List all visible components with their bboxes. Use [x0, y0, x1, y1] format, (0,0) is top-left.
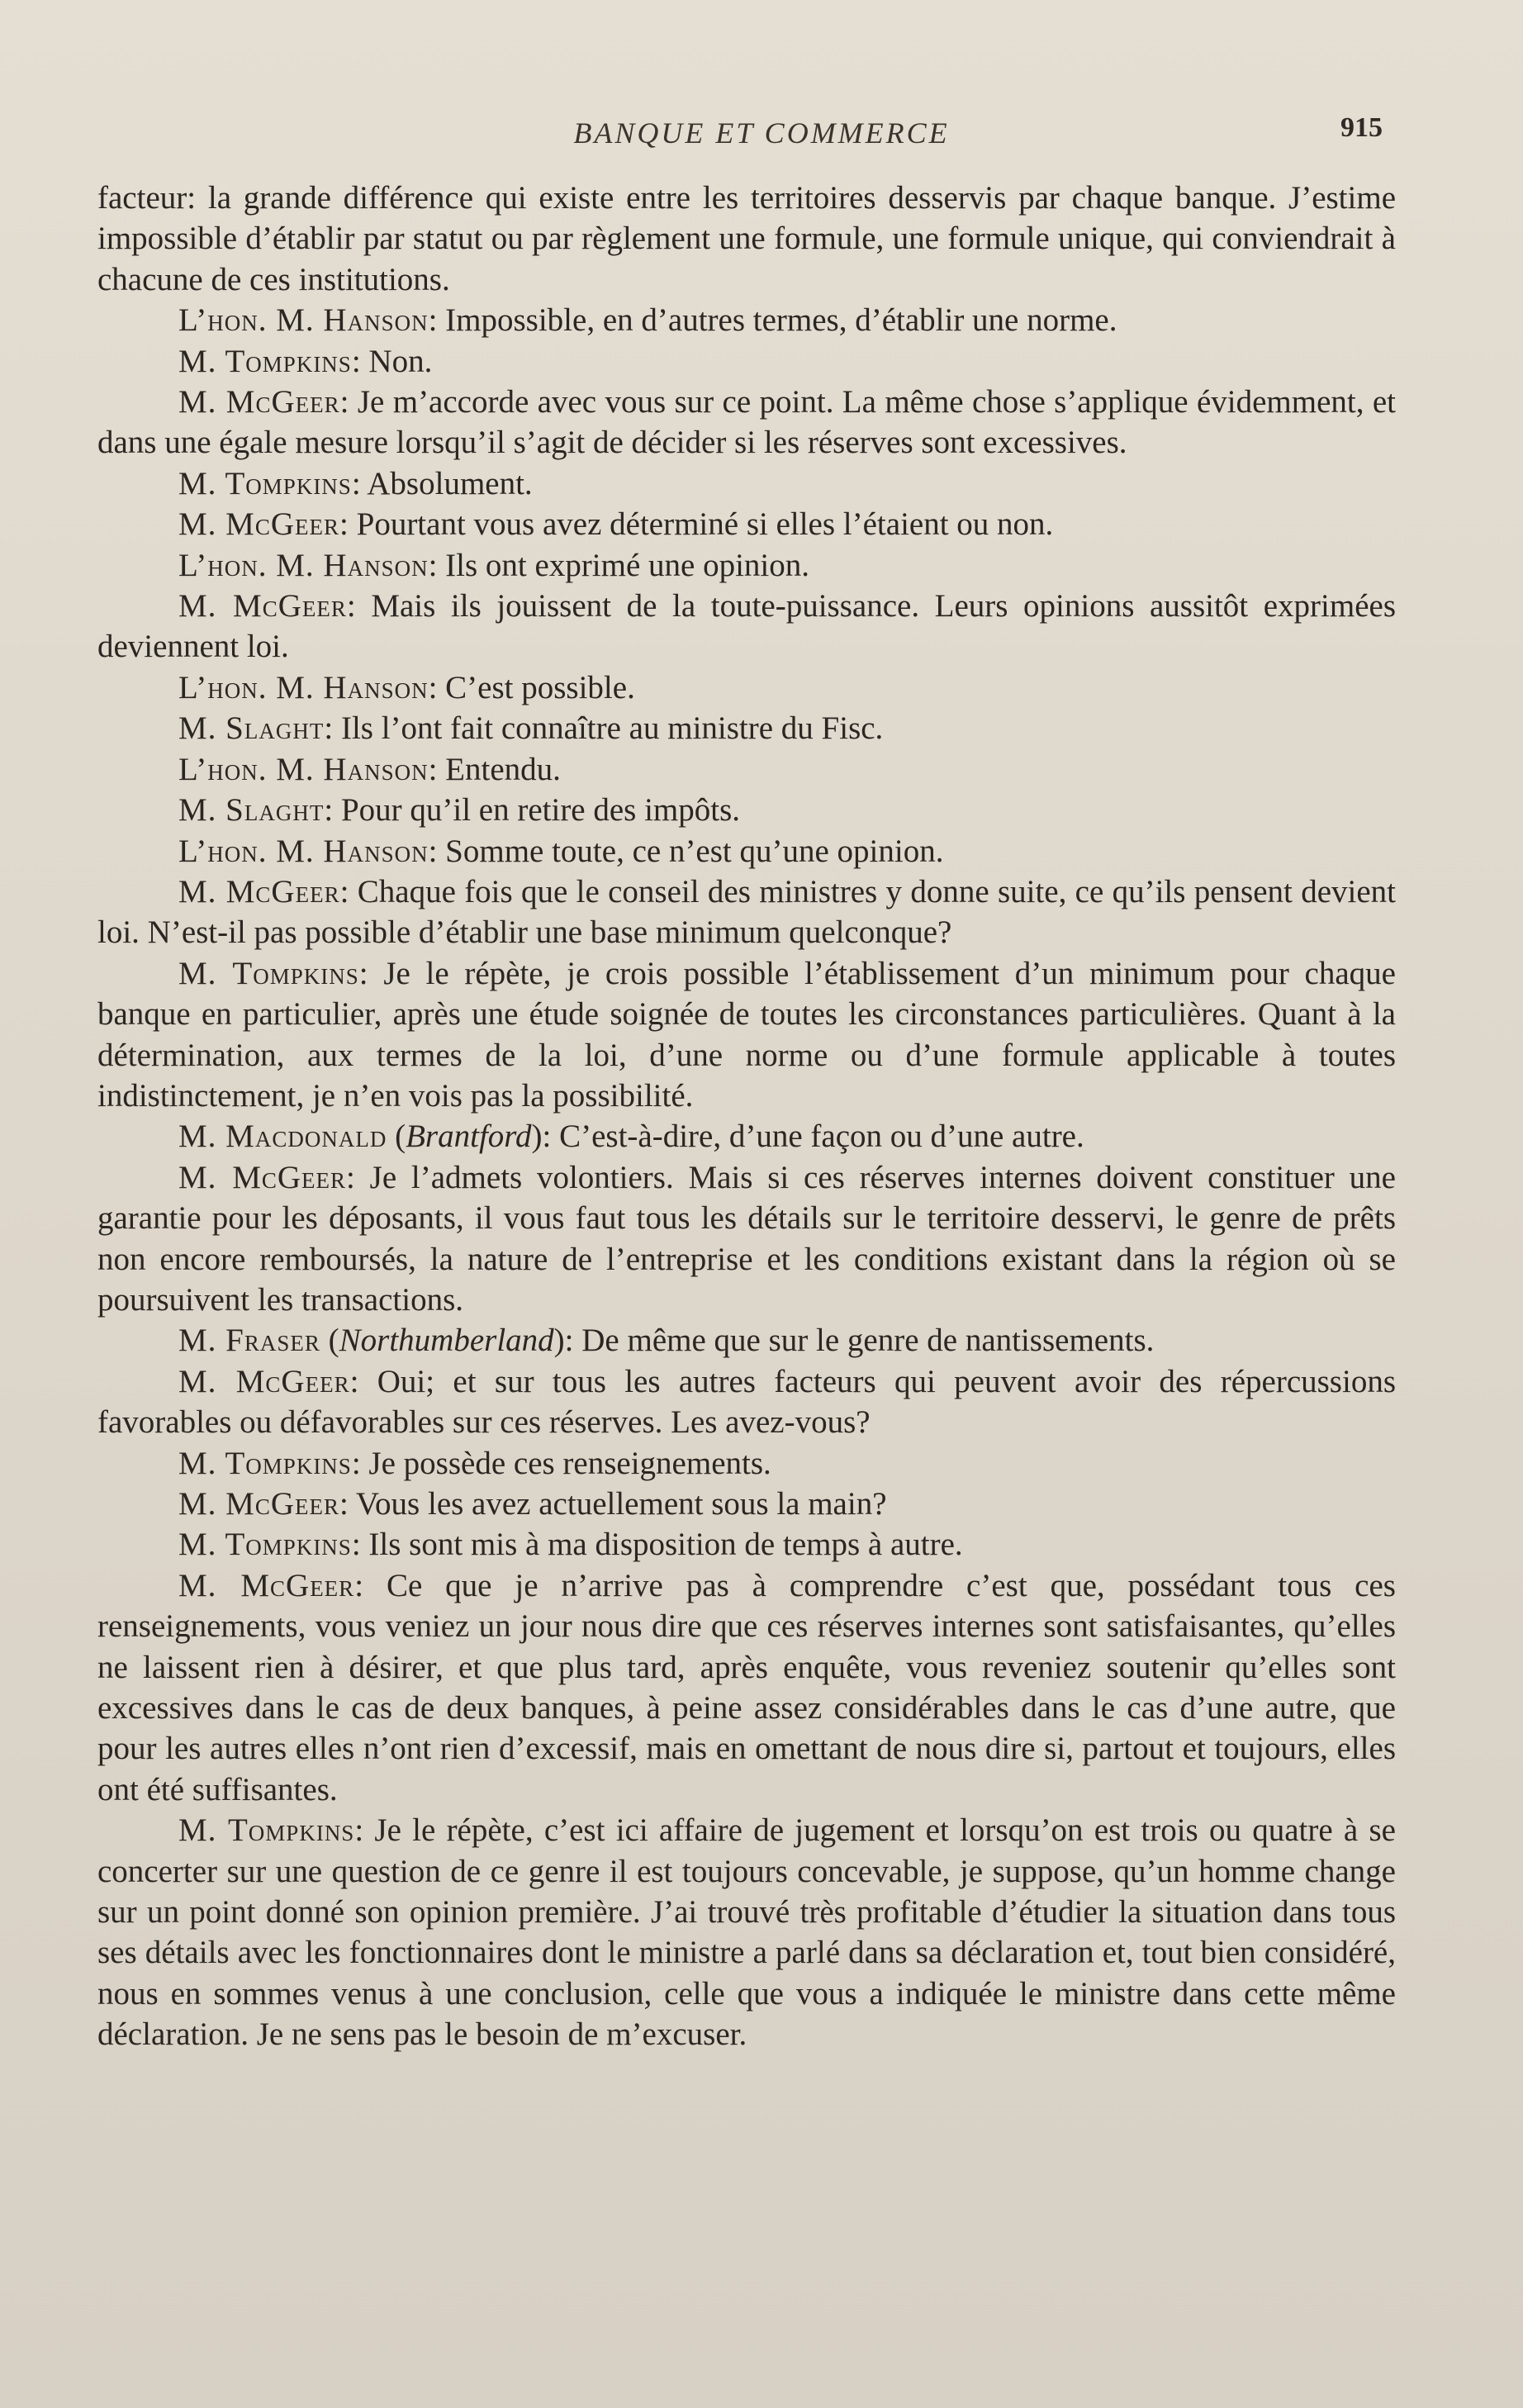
speaker-name: M. McGeer — [178, 1159, 347, 1195]
speaker-name: M. Tompkins — [178, 955, 359, 991]
paragraph-text: Je m’accorde avec vous sur ce point. La même chose s’applique évidemment, et dans une égale mesure lorsqu’il s’agit de décider si les réserves sont excessives. — [97, 384, 1397, 461]
speaker-name: M. Slaght — [178, 792, 325, 829]
paragraph: M. Tompkins: Je le répète, je crois possible l’établissement d’un minimum pour chaque banque en particulier, après une étude soignée de toutes les circonstances particulières. Quant à la détermination, aux termes de la loi, d’une norme ou d’une formule applicable à toutes indistinctement, je n’en vois pas la possibilité. — [97, 955, 1396, 1114]
paragraph-text: Absolument. — [367, 465, 533, 501]
speaker-name: M. McGeer — [178, 506, 340, 543]
paragraph: M. McGeer: Vous les avez actuellement sous la main? — [178, 1486, 887, 1522]
paragraph: M. Tompkins: Je possède ces renseignements. — [178, 1445, 771, 1481]
running-header — [0, 112, 1523, 157]
speaker-name: M. McGeer — [178, 1567, 355, 1603]
paragraph-text: Ils l’ont fait connaître au ministre du Fisc. — [340, 710, 884, 747]
paragraph: M. McGeer: Ce que je n’arrive pas à comprendre c’est que, possédant tous ces renseignements, vous veniez un jour nous dire que ces réserves internes sont satisfaisantes, qu’elles ne laissent rien à désirer, et que plus tard, après enquête, vous reveniez soutenir qu’elles sont excessives dans le cas de deux banques, à peine assez considérables dans le cas d’une autre, que pour les autres elles n’ont rien d’excessif, mais en omettant de nous dire si, partout et toujours, elles ont été suffisantes. — [97, 1567, 1396, 1807]
paragraph: L’hon. M. Hanson: Impossible, en d’autres termes, d’établir une norme. — [178, 302, 1117, 339]
paragraph-text: Oui; et sur tous les autres facteurs qui peuvent avoir des répercussions favorables ou défavorables sur ces réserves. Les avez-vous? — [97, 1363, 1396, 1441]
paragraph-text: Entendu. — [445, 751, 561, 787]
speaker-name: M. McGeer — [178, 873, 340, 910]
speaker-name: M. Tompkins — [178, 1527, 352, 1563]
paragraph: M. McGeer: Chaque fois que le conseil des ministres y donne suite, ce qu’ils pensent devient loi. N’est-il pas possible d’établir une base minimum quelconque? — [97, 873, 1396, 951]
speaker-name: M. Slaght — [178, 710, 325, 747]
speaker-name: M. McGeer — [178, 384, 340, 420]
paragraph: M. McGeer: Oui; et sur tous les autres facteurs qui peuvent avoir des répercussions favorables ou défavorables sur ces réserves. Les avez-vous? — [97, 1363, 1396, 1441]
speaker-name: M. Tompkins — [178, 343, 352, 379]
paragraph: L’hon. M. Hanson: C’est possible. — [178, 669, 635, 705]
paragraph-text: Ce que je n’arrive pas à comprendre c’est que, possédant tous ces renseignements, vous veniez un jour nous dire que ces réserves internes sont satisfaisantes, qu’elles ne laissent rien à désirer, et que plus tard, après enquête, vous reveniez soutenir qu’elles sont excessives dans le cas de deux banques, à peine assez considérables dans le cas d’une autre, que pour les autres elles n’ont rien d’excessif, mais en omettant de nous dire si, partout et toujours, elles ont été suffisantes. — [97, 1567, 1396, 1807]
speaker-name: L’hon. M. Hanson — [178, 547, 429, 583]
paragraph — [97, 178, 1396, 300]
speaker-name: M. Fraser — [178, 1323, 320, 1359]
paragraph: M. McGeer: Pourtant vous avez déterminé si elles l’étaient ou non. — [178, 506, 1054, 543]
paragraph: M. McGeer: Je m’accorde avec vous sur ce point. La même chose s’applique évidemment, et dans une égale mesure lorsqu’il s’agit de décider si les réserves sont excessives. — [97, 384, 1397, 461]
paragraph-text: Ils ont exprimé une opinion. — [445, 547, 810, 583]
paragraph: L’hon. M. Hanson: Ils ont exprimé une opinion. — [178, 547, 810, 583]
paragraph-text: Je le répète, je crois possible l’établissement d’un minimum pour chaque banque en particulier, après une étude soignée de toutes les circonstances particulières. Quant à la détermination, aux termes de la loi, d’une norme ou d’une formule applicable à toutes indistinctement, je n’en vois pas la possibilité. — [97, 955, 1396, 1114]
paragraph: L’hon. M. Hanson: Entendu. — [178, 751, 561, 787]
paragraph-text: Vous les avez actuellement sous la main? — [355, 1486, 887, 1522]
paragraph-text: Je possède ces renseignements. — [368, 1445, 771, 1481]
paragraph: M. Tompkins: Je le répète, c’est ici affaire de jugement et lorsqu’on est trois ou quatre à se concerter sur une question de ce genre il est toujours concevable, je suppose, qu’un homme change sur un point donné son opinion première. J’ai trouvé très profitable d’étudier la situation dans tous ses détails avec les fonctionnaires dont le ministre a parlé dans sa déclaration et, tout bien considéré, nous en sommes venus à une conclusion, celle que vous a indiquée le ministre dans cette même déclaration. Je ne sens pas le besoin de m’excuser. — [97, 1812, 1396, 2053]
speaker-name: M. McGeer — [178, 1363, 350, 1399]
running-title: BANQUE ET COMMERCE — [573, 116, 950, 150]
speaker-name: M. Tompkins — [178, 1812, 355, 1849]
paragraph: M. Macdonald (Brantford): C’est-à-dire, d’une façon ou d’une autre. — [178, 1119, 1084, 1155]
riding-name: Brantford — [406, 1119, 532, 1155]
paragraph-text: De même que sur le genre de nantissements. — [581, 1323, 1155, 1359]
paragraph: M. Tompkins: Absolument. — [178, 465, 533, 501]
paragraph-text: Chaque fois que le conseil des ministres y donne suite, ce qu’ils pensent devient loi. N’est-il pas possible d’établir une base minimum quelconque? — [97, 873, 1396, 951]
speaker-name: M. Macdonald — [178, 1119, 387, 1155]
paragraph: M. Tompkins: Non. — [178, 343, 433, 379]
paragraph: M. Slaght: Ils l’ont fait connaître au ministre du Fisc. — [178, 710, 884, 747]
paragraph-text: Je le répète, c’est ici affaire de jugement et lorsqu’on est trois ou quatre à se concerter sur une question de ce genre il est toujours concevable, je suppose, qu’un homme change sur un point donné son opinion première. J’ai trouvé très profitable d’étudier la situation dans tous ses détails avec les fonctionnaires dont le ministre a parlé dans sa déclaration et, tout bien considéré, nous en sommes venus à une conclusion, celle que vous a indiquée le ministre dans cette même déclaration. Je ne sens pas le besoin de m’excuser. — [97, 1812, 1396, 2053]
paragraph-text: Pour qu’il en retire des impôts. — [340, 792, 741, 829]
paragraph-text: Pourtant vous avez déterminé si elles l’étaient ou non. — [356, 506, 1054, 543]
paragraph-text: Ils sont mis à ma disposition de temps à autre. — [368, 1527, 963, 1563]
speaker-name: L’hon. M. Hanson — [178, 302, 429, 339]
speaker-name: M. Tompkins — [178, 465, 352, 501]
paragraph-text: facteur: la grande différence qui existe entre les territoires desservis par chaque banque. J’estime impossible d’établir par statut ou par règlement une formule, une formule unique, qui conviendrait à chacune de ces institutions. — [97, 180, 1396, 297]
paragraph-text: Impossible, en d’autres termes, d’établir une norme. — [445, 302, 1117, 339]
speaker-name: L’hon. M. Hanson — [178, 833, 429, 869]
speaker-name: M. McGeer — [178, 588, 347, 625]
speaker-name: M. Tompkins — [178, 1445, 352, 1481]
paragraph-text: Mais ils jouissent de la toute-puissance. Leurs opinions aussitôt exprimées deviennent loi. — [97, 588, 1397, 665]
paragraph-text: C’est possible. — [445, 669, 635, 705]
speaker-name: L’hon. M. Hanson — [178, 669, 429, 705]
paragraph: L’hon. M. Hanson: Somme toute, ce n’est qu’une opinion. — [178, 833, 944, 869]
paragraph-text: Je l’admets volontiers. Mais si ces réserves internes doivent constituer une garantie pour les déposants, il vous faut tous les détails sur le territoire desservi, le genre de prêts non encore remboursés, la nature de l’entreprise et les conditions existant dans la région où se poursuivent les transactions. — [97, 1159, 1396, 1318]
paragraph: M. Tompkins: Ils sont mis à ma disposition de temps à autre. — [178, 1527, 963, 1563]
paragraph-text: C’est-à-dire, d’une façon ou d’une autre. — [559, 1119, 1084, 1155]
riding-name: Northumberland — [339, 1323, 554, 1359]
paragraph-text: Somme toute, ce n’est qu’une opinion. — [445, 833, 944, 869]
speaker-name: L’hon. M. Hanson — [178, 751, 429, 787]
paragraph: M. Fraser (Northumberland): De même que sur le genre de nantissements. — [178, 1323, 1155, 1359]
paragraph: M. Slaght: Pour qu’il en retire des impôts. — [178, 792, 741, 829]
speaker-name: M. McGeer — [178, 1486, 340, 1522]
paragraph: M. McGeer: Je l’admets volontiers. Mais si ces réserves internes doivent constituer une garantie pour les déposants, il vous faut tous les détails sur le territoire desservi, le genre de prêts non encore remboursés, la nature de l’entreprise et les conditions existant dans la région où se poursuivent les transactions. — [97, 1159, 1396, 1318]
paragraph-text: Non. — [368, 343, 433, 379]
page-number: 915 — [1340, 112, 1383, 143]
paragraph: M. McGeer: Mais ils jouissent de la toute-puissance. Leurs opinions aussitôt exprimées deviennent loi. — [97, 588, 1397, 665]
body-text — [97, 178, 1396, 2055]
